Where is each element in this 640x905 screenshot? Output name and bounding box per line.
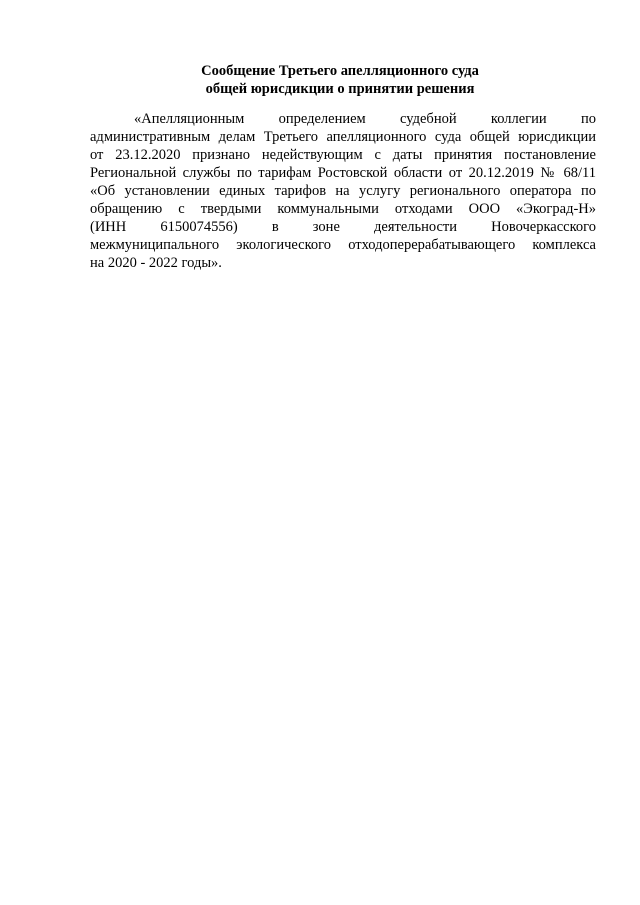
title-line: общей юрисдикции о принятии решения [205, 81, 475, 97]
document-title [80, 62, 600, 98]
body-line: «Об установлении единых тарифов на услугу регионального оператора по [90, 183, 596, 199]
body-line: административным делам Третьего апелляционного суда общей юрисдикции [90, 129, 596, 145]
body-line: Региональной службы по тарифам Ростовской области от 20.12.2019 № 68/11 [90, 165, 596, 181]
body-line: обращению с твердыми коммунальными отходами ООО «Экоград-Н» [90, 201, 596, 217]
document-body [90, 110, 596, 272]
body-line: от 23.12.2020 признано недействующим с даты принятия постановление [90, 147, 596, 163]
body-line: (ИНН 6150074556) в зоне деятельности Новочеркасского [90, 219, 596, 235]
body-line: межмуниципального экологического отходоперерабатывающего комплекса [90, 237, 596, 253]
body-line: «Апелляционным определением судебной коллегии по [134, 111, 596, 127]
title-line: Сообщение Третьего апелляционного суда [201, 63, 479, 79]
body-line: на 2020 - 2022 годы». [90, 255, 222, 271]
